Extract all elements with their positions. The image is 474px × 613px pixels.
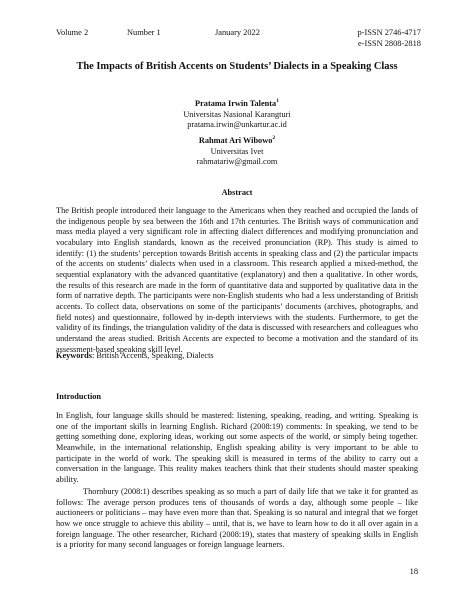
section-heading-introduction: Introduction	[56, 392, 102, 401]
abstract-heading: Abstract	[221, 188, 253, 197]
author-affiliation: Universitas Nasional Karangturi	[183, 109, 291, 119]
journal-issn	[357, 27, 421, 49]
paper-title: The Impacts of British Accents on Students’ Dialects in a Speaking Class	[76, 61, 398, 72]
author-affiliation-marker: 1	[276, 98, 279, 104]
author-affiliation-marker: 2	[272, 135, 276, 141]
keywords-list: : British Accents, Speaking, Dialects	[91, 351, 214, 360]
journal-date: January 2022	[215, 28, 260, 37]
intro-paragraph-2: Thornbury (2008:1) describes speaking as so much a part of daily life that we take it for granted as follows: The average person produces tens of thousands of words a day, although some people – like auctioneers or politicians – may have even more than that. Speaking is so natural and integral that we forget how we once struggle to achieve this ability – until, that is, we have to learn how to do it all over again in a foreign language. The other researcher, Richard (2008:19), states that mastery of speaking skills in English is a priority for many second languages or foreign language learners.	[56, 487, 418, 550]
intro-paragraph-1: In English, four language skills should be mastered: listening, speaking, reading, and writing. Speaking is one of the important skills in learning English. Richard (2008:19) comments: In speaking, we tend to be getting something done, exploring ideas, working out some aspects of the world, or simply being together. Meanwhile, in the international relationship, English speaking ability is very important to be able to participate in the world of work. The speaking skill is measured in terms of the ability to carry out a conversation in the language. This reality makes teachers think that their students should master speaking ability.	[56, 411, 418, 484]
keywords-label: Keywords	[56, 351, 92, 360]
journal-eissn: e-ISSN 2808-2818	[357, 39, 421, 48]
journal-volume: Volume 2	[56, 28, 89, 37]
author-name: Rahmat Ari Wibowo	[198, 135, 273, 145]
author-block-1	[0, 96, 474, 131]
journal-number: Number 1	[127, 28, 161, 37]
author-name: Pratama Irwin Talenta	[195, 98, 277, 108]
page-number: 18	[409, 567, 418, 576]
author-email: rahmatariw@gmail.com	[196, 157, 278, 167]
journal-pissn: p-ISSN 2746-4717	[357, 28, 421, 37]
author-affiliation: Universitas Ivet	[210, 146, 264, 156]
abstract-text: The British people introduced their language to the Americans when they reached and occupied the lands of the indigenous people by sea between the 16th and 17th centuries. The British ways of communication and mass media played a very significant role in affecting dialect differences and modifying pronunciation and vocabulary into English standards, known as the received pronunciation (RP). This study is aimed to identify: (1) the students’ perception towards British accents in speaking class and (2) the particular impacts of the accents on students’ dialects when used in a classroom. This research applied a mixed-method, the sequential explanatory with the advanced quantitative (explanatory) and then a qualitative. In other words, the results of this research are made in the form of quantitative data and supported by qualitative data in the form of narrative depth. The participants were non-English students who had a less understanding of British accents. To collect data, observations on some of the participants’ documents (archives, photographs, and field notes) and questionnaire, followed by in-depth interviews with the students. Furthermore, to get the validity of its findings, the triangulation validity of the data is discussed with researchers and colleagues who understand the areas studied. British Accents are expected to become a motivation and the standard of its assessment-based speaking skill level.	[56, 206, 418, 354]
author-email: pratama.irwin@unkartur.ac.id	[187, 120, 287, 130]
keywords-line	[56, 351, 418, 362]
author-block-2	[0, 133, 474, 168]
